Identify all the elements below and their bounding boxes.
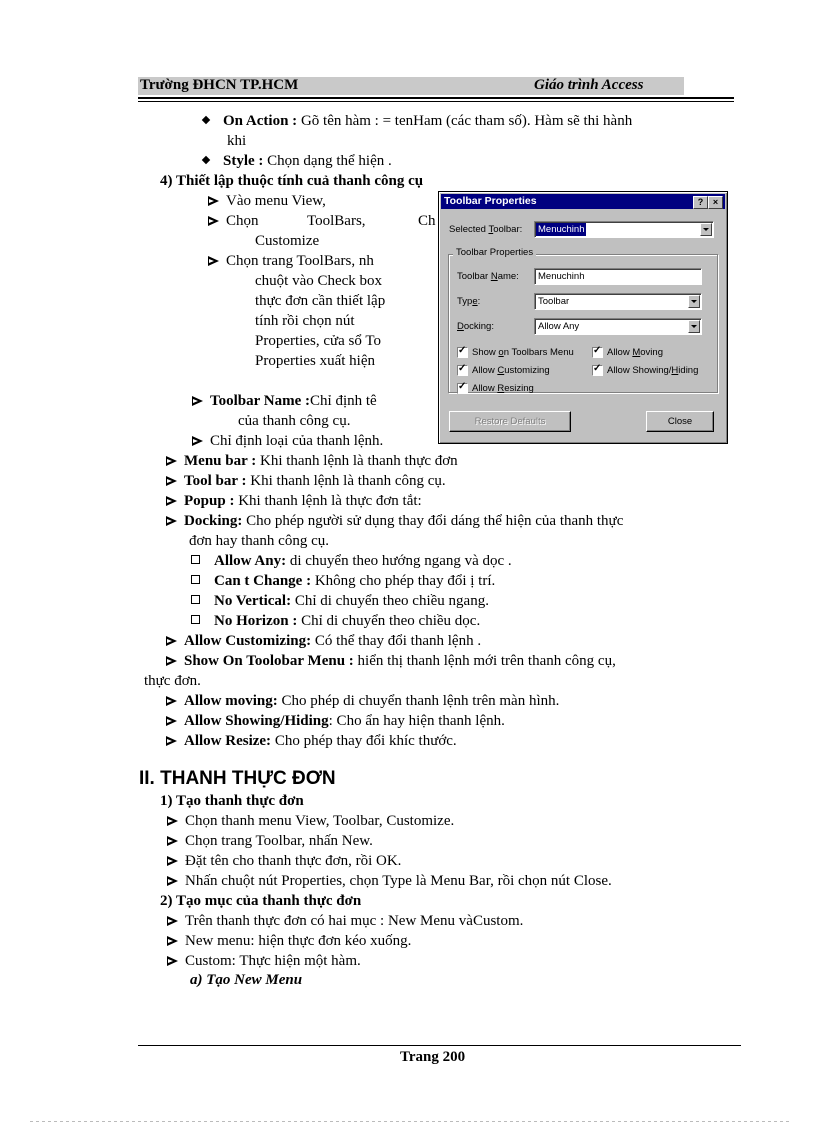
lbl-part: Typ <box>457 296 473 307</box>
group-title: Toolbar Properties <box>453 247 536 258</box>
allow-resizing-label <box>472 383 534 394</box>
dock-opt-no-horizon <box>191 611 480 631</box>
arrow-bullet-icon <box>166 716 177 726</box>
popup-text: Khi thanh lệnh là thực đơn tắt: <box>234 493 422 509</box>
step-3b: chuột vào Check box <box>255 273 383 289</box>
step-toolbars-c: Ch <box>418 213 436 229</box>
sub1-item <box>167 831 373 851</box>
dock-opt-text: di chuyển theo hướng ngang và dọc . <box>286 553 512 569</box>
restore-defaults-button[interactable]: Restore Defaults <box>449 411 571 432</box>
lbl-part: D <box>457 321 464 332</box>
sub2-item-text: Trên thanh thực đơn có hai mục : New Menu vàCustom. <box>185 913 524 929</box>
selected-toolbar-select[interactable] <box>534 221 714 238</box>
lbl-part: e <box>472 296 478 307</box>
step-view <box>208 191 326 211</box>
lbl-part: o <box>498 347 504 358</box>
docking-text: Cho phép người sử dụng thay đổi dáng thể hiện của thanh thực <box>242 513 624 529</box>
arrow-bullet-icon <box>208 256 219 266</box>
close-button[interactable]: Close <box>646 411 714 432</box>
sub1-item <box>167 811 454 831</box>
allow-moving-text: Cho phép di chuyển thanh lệnh trên màn hình. <box>277 693 560 709</box>
toolbar-name-cont: của thanh công cụ. <box>238 413 351 429</box>
allow-customizing-text: Có thể thay đổi thanh lệnh . <box>311 633 482 649</box>
sub2-title: 2) Tạo mục của thanh thực đơn <box>160 893 362 909</box>
lbl-part: Selected <box>449 224 489 235</box>
allow-showing-item <box>166 711 505 731</box>
dock-opt-term: Can t Change : <box>214 573 312 589</box>
allow-moving-term: Allow moving: <box>184 693 278 709</box>
docking-value: Allow Any <box>538 321 580 332</box>
allow-moving-checkbox[interactable] <box>592 347 603 358</box>
arrow-bullet-icon <box>208 196 219 206</box>
lbl-part: : <box>477 296 481 307</box>
allow-customizing-item <box>166 631 481 651</box>
style-term: Style : <box>223 153 264 169</box>
square-bullet-icon <box>191 575 200 584</box>
page-number: Trang 200 <box>400 1049 466 1065</box>
lbl-part: H <box>671 365 679 376</box>
sub1-item-text: Chọn trang Toolbar, nhấn New. <box>185 833 373 849</box>
dock-opt-cant-change <box>191 571 495 591</box>
sub2a-title: a) Tạo New Menu <box>190 972 303 988</box>
show-on-item <box>166 651 616 671</box>
diamond-bullet-icon <box>202 156 210 164</box>
arrow-bullet-icon <box>166 516 177 526</box>
step-view-text: Vào menu View, <box>226 193 326 209</box>
lbl-part: ame: <box>497 271 519 282</box>
step-customize: Customize <box>255 233 320 249</box>
step-3c: thực đơn cần thiết lập <box>255 293 386 309</box>
sub1-item <box>167 851 401 871</box>
on-action-cont: khi <box>227 133 247 149</box>
allow-customizing-term: Allow Customizing: <box>184 633 312 649</box>
lbl-part: esizing <box>504 383 534 394</box>
step-3e: Properties, cửa sổ To <box>255 333 381 349</box>
toolbar-properties-dialog <box>438 191 728 444</box>
step-toolbars-b: ToolBars, <box>307 213 366 229</box>
lbl-part: n Toolbars Menu <box>503 347 574 358</box>
type-text: Chỉ định loại của thanh lệnh. <box>210 433 384 449</box>
sub1-item-text: Chọn thanh menu View, Toolbar, Customize. <box>185 813 455 829</box>
allow-showing-hiding-label <box>607 365 698 376</box>
tool-bar-term: Tool bar : <box>184 473 247 489</box>
diamond-bullet-icon <box>202 116 210 124</box>
type-select[interactable] <box>534 293 702 310</box>
arrow-bullet-icon <box>167 956 178 966</box>
sub2-item <box>167 951 361 971</box>
allow-customizing-checkbox[interactable] <box>457 365 468 376</box>
lbl-part: Allow <box>607 347 633 358</box>
show-on-menu-label <box>472 347 574 358</box>
toolbar-name-text: Chỉ định tê <box>310 393 377 409</box>
toolbar-name-label <box>457 271 519 282</box>
sub1-item <box>167 871 612 891</box>
step-toolbars-page <box>208 251 374 271</box>
allow-resize-item <box>166 731 457 751</box>
lbl-part: Show <box>472 347 499 358</box>
section-4-title: 4) Thiết lập thuộc tính cuả thanh công cụ <box>160 173 424 189</box>
allow-showing-term: Allow Showing/Hiding <box>184 713 329 729</box>
on-action-term: On Action : <box>223 113 298 129</box>
help-button[interactable]: ? <box>693 196 708 209</box>
arrow-bullet-icon <box>166 696 177 706</box>
on-action-item <box>203 111 632 131</box>
lbl-part: iding <box>678 365 699 376</box>
tool-bar-item <box>166 471 446 491</box>
arrow-bullet-icon <box>166 636 177 646</box>
dialog-titlebar <box>441 194 725 209</box>
square-bullet-icon <box>191 555 200 564</box>
square-bullet-icon <box>191 615 200 624</box>
dock-opt-term: Allow Any: <box>214 553 287 569</box>
allow-resize-text: Cho phép thay đổi khíc thước. <box>271 733 457 749</box>
lbl-part: T <box>488 224 494 235</box>
type-label <box>457 296 480 307</box>
sub2-item <box>167 911 523 931</box>
sub1-item-text: Nhấn chuột nút Properties, chọn Type là Menu Bar, rồi chọn nút Close. <box>185 873 612 889</box>
selected-toolbar-label <box>449 224 522 235</box>
chevron-down-icon[interactable] <box>700 223 712 236</box>
lbl-part: Toolbar <box>457 271 491 282</box>
dock-opt-text: Không cho phép thay đổi ị trí. <box>311 573 496 589</box>
dialog-title: Toolbar Properties <box>444 195 537 207</box>
lbl-part: M <box>632 347 641 358</box>
header-course: Giáo trình Access <box>534 77 644 93</box>
step-3d: tính rồi chọn nút <box>255 313 355 329</box>
dock-opt-text: Chỉ di chuyển theo chiều ngang. <box>291 593 489 609</box>
lbl-part: Allow <box>472 383 498 394</box>
chevron-down-icon[interactable] <box>688 320 700 333</box>
lbl-part: oving <box>640 347 663 358</box>
type-value: Toolbar <box>538 296 570 307</box>
arrow-bullet-icon <box>167 856 178 866</box>
docking-select[interactable] <box>534 318 702 335</box>
lbl-part: ocking: <box>463 321 494 332</box>
arrow-bullet-icon <box>167 876 178 886</box>
on-action-text: Gõ tên hàm : = tenHam (các tham số). Hàm sẽ thi hành <box>297 113 633 129</box>
docking-cont: đơn hay thanh công cụ. <box>189 533 329 549</box>
toolbar-name-item <box>192 391 377 411</box>
dock-opt-any <box>191 551 512 571</box>
docking-term: Docking: <box>184 513 243 529</box>
sub1-title: 1) Tạo thanh thực đơn <box>160 793 304 809</box>
show-on-menu-checkbox[interactable] <box>457 347 468 358</box>
lbl-part: Allow Showing/ <box>607 365 672 376</box>
arrow-bullet-icon <box>166 736 177 746</box>
header-rule-thin <box>138 101 734 102</box>
sub1-item-text: Đặt tên cho thanh thực đơn, rồi OK. <box>185 853 402 869</box>
arrow-bullet-icon <box>192 396 203 406</box>
lbl-part: oolbar: <box>493 224 523 235</box>
style-item <box>203 151 392 171</box>
lbl-part: C <box>497 365 505 376</box>
arrow-bullet-icon <box>166 496 177 506</box>
arrow-bullet-icon <box>167 836 178 846</box>
header-rule <box>138 97 734 99</box>
footer-rule <box>138 1045 741 1046</box>
lbl-part: R <box>497 383 505 394</box>
allow-moving-item <box>166 691 559 711</box>
menu-bar-item <box>166 451 458 471</box>
tool-bar-text: Khi thanh lệnh là thanh công cụ. <box>246 473 446 489</box>
arrow-bullet-icon <box>166 656 177 666</box>
allow-showing-text: : Cho ẩn hay hiện thanh lệnh. <box>328 713 505 729</box>
dock-opt-term: No Horizon : <box>214 613 298 629</box>
selected-toolbar-value: Menuchinh <box>538 224 585 235</box>
docking-item <box>166 511 623 531</box>
dock-opt-text: Chỉ di chuyển theo chiều dọc. <box>297 613 481 629</box>
section-2-title: II. THANH THỰC ĐƠN <box>139 768 336 789</box>
type-item <box>192 431 383 451</box>
allow-resizing-checkbox[interactable] <box>457 383 468 394</box>
sub2-item-text: Custom: Thực hiện một hàm. <box>185 953 361 969</box>
chevron-down-icon[interactable] <box>688 295 700 308</box>
arrow-bullet-icon <box>192 436 203 446</box>
show-on-text: hiển thị thanh lệnh mới trên thanh công cụ, <box>353 653 616 669</box>
dock-opt-term: No Vertical: <box>214 593 292 609</box>
step-toolbars-a: Chọn <box>226 213 259 229</box>
step-toolbars <box>208 211 259 231</box>
lbl-part: ustomizing <box>504 365 550 376</box>
toolbar-name-input[interactable] <box>534 268 702 285</box>
arrow-bullet-icon <box>166 456 177 466</box>
step-3a: Chọn trang ToolBars, nh <box>226 253 374 269</box>
sub2-item-text: New menu: hiện thực đơn kéo xuống. <box>185 933 412 949</box>
page-edge-dots <box>30 1121 790 1122</box>
allow-showing-hiding-checkbox[interactable] <box>592 365 603 376</box>
show-on-term: Show On Toolobar Menu : <box>184 653 354 669</box>
allow-resize-term: Allow Resize: <box>184 733 272 749</box>
toolbar-name-value: Menuchinh <box>538 271 585 282</box>
square-bullet-icon <box>191 595 200 604</box>
lbl-part: N <box>490 271 498 282</box>
step-3f: Properties xuất hiện <box>255 353 375 369</box>
show-on-cont: thực đơn. <box>144 673 201 689</box>
sub2-item <box>167 931 411 951</box>
arrow-bullet-icon <box>167 936 178 946</box>
popup-item <box>166 491 422 511</box>
allow-moving-label <box>607 347 663 358</box>
arrow-bullet-icon <box>166 476 177 486</box>
docking-label <box>457 321 494 332</box>
dock-opt-no-vertical <box>191 591 489 611</box>
close-x-button[interactable]: × <box>708 196 723 209</box>
style-text: Chọn dạng thể hiện . <box>263 153 392 169</box>
arrow-bullet-icon <box>167 916 178 926</box>
popup-term: Popup : <box>184 493 235 509</box>
menu-bar-term: Menu bar : <box>184 453 257 469</box>
arrow-bullet-icon <box>208 216 219 226</box>
arrow-bullet-icon <box>167 816 178 826</box>
toolbar-name-term: Toolbar Name : <box>210 393 311 409</box>
menu-bar-text: Khi thanh lệnh là thanh thực đơn <box>256 453 458 469</box>
header-school: Trường ĐHCN TP.HCM <box>140 77 299 93</box>
lbl-part: Allow <box>472 365 498 376</box>
allow-customizing-label <box>472 365 550 376</box>
